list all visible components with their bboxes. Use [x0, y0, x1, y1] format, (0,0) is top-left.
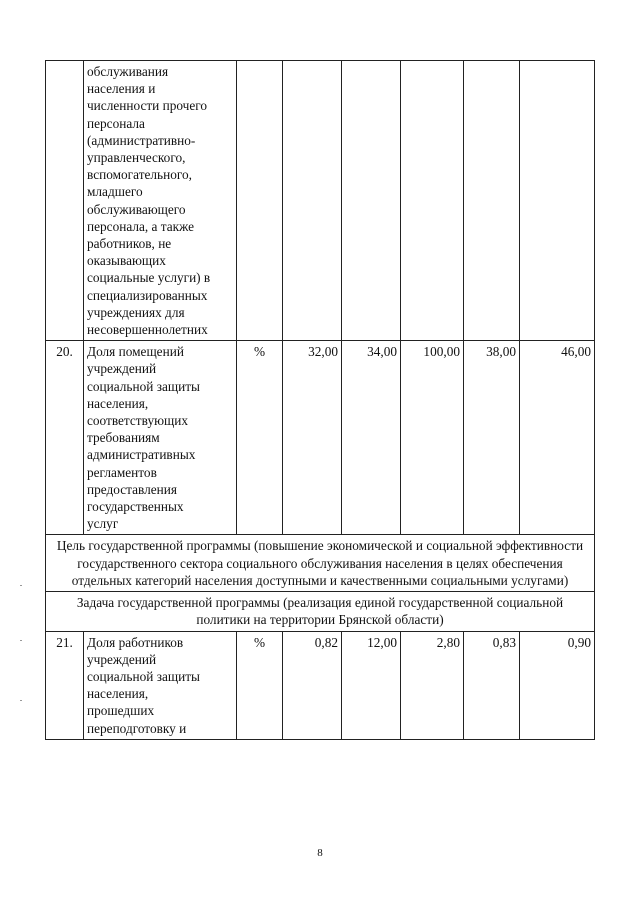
value-cell: 0,83: [464, 631, 520, 739]
indicator-name: [84, 61, 237, 341]
value-cell: 0,82: [283, 631, 342, 739]
indicator-name-line: несовершеннолетних: [87, 322, 208, 338]
task-row: [46, 592, 595, 631]
indicator-name-line: обслуживающего: [87, 201, 186, 217]
table-row: [46, 61, 595, 341]
table-row: [46, 631, 595, 739]
indicator-name-line: работников, не: [87, 236, 172, 252]
scan-mark: [20, 640, 22, 641]
goal-row: [46, 535, 595, 592]
value-cell: 38,00: [464, 341, 520, 535]
indicator-name-lines: [87, 634, 233, 737]
indicator-name-line: требованиям: [87, 430, 160, 446]
indicator-name-line: Доля помещений: [87, 344, 184, 360]
indicator-name-line: соответствующих: [87, 413, 189, 429]
value-cell: [464, 61, 520, 341]
unit-cell: [237, 61, 283, 341]
indicator-name-lines: [87, 63, 233, 338]
value-cell: 2,80: [401, 631, 464, 739]
indicator-name-line: населения,: [87, 395, 149, 411]
page-number: 8: [317, 847, 323, 859]
unit-cell: %: [237, 631, 283, 739]
indicator-name-line: регламентов: [87, 464, 157, 480]
indicator-name-line: учреждениях для: [87, 304, 185, 320]
indicator-name-line: административных: [87, 447, 196, 463]
scan-mark: [20, 585, 22, 586]
table-row: [46, 341, 595, 535]
indicator-name-line: персонала, а также: [87, 218, 195, 234]
indicator-name-line: младшего: [87, 184, 143, 200]
value-cell: [283, 61, 342, 341]
row-number: 21.: [46, 631, 84, 739]
row-number: 20.: [46, 341, 84, 535]
value-cell: 12,00: [342, 631, 401, 739]
program-goal: Цель государственной программы (повышение экономической и социальной эффективности государственного сектора социального обслуживания населения в целях обеспечения отдельных категорий населения доступными и качественными социальными услугами): [46, 535, 595, 592]
indicator-name-line: вспомогательного,: [87, 167, 192, 183]
indicators-table: [45, 60, 595, 740]
indicator-name-line: учреждений: [87, 651, 157, 667]
indicator-name-line: учреждений: [87, 361, 157, 377]
unit-cell: %: [237, 341, 283, 535]
row-number: [46, 61, 84, 341]
indicator-name-line: социальные услуги) в: [87, 270, 211, 286]
program-task: Задача государственной программы (реализация единой государственной социальной политики на территории Брянской области): [46, 592, 595, 631]
indicator-name-line: персонала: [87, 115, 145, 131]
indicator-name-line: численности прочего: [87, 98, 208, 114]
indicator-name-line: социальной защиты: [87, 668, 200, 684]
indicator-name-line: населения,: [87, 686, 149, 702]
indicator-name-line: социальной защиты: [87, 378, 200, 394]
value-cell: 32,00: [283, 341, 342, 535]
value-cell: 100,00: [401, 341, 464, 535]
value-cell: [401, 61, 464, 341]
indicator-name-line: прошедших: [87, 703, 155, 719]
indicator-name: [84, 341, 237, 535]
indicator-name-line: предоставления: [87, 481, 178, 497]
indicator-name-line: (административно-: [87, 132, 196, 148]
indicator-name-line: государственных: [87, 499, 184, 515]
indicator-name-line: Доля работников: [87, 634, 184, 650]
indicator-name-line: оказывающих: [87, 253, 166, 269]
indicator-name-line: управленческого,: [87, 150, 186, 166]
indicator-name-line: обслуживания: [87, 64, 169, 79]
indicator-name-line: переподготовку и: [87, 720, 187, 736]
value-cell: [342, 61, 401, 341]
value-cell: 0,90: [520, 631, 595, 739]
value-cell: [520, 61, 595, 341]
value-cell: 34,00: [342, 341, 401, 535]
indicator-name-line: специализированных: [87, 287, 208, 303]
indicator-name-line: услуг: [87, 516, 119, 532]
indicator-name: [84, 631, 237, 739]
indicator-name-lines: [87, 343, 233, 532]
indicator-name-line: населения и: [87, 81, 156, 97]
value-cell: 46,00: [520, 341, 595, 535]
scan-mark: [20, 700, 22, 701]
